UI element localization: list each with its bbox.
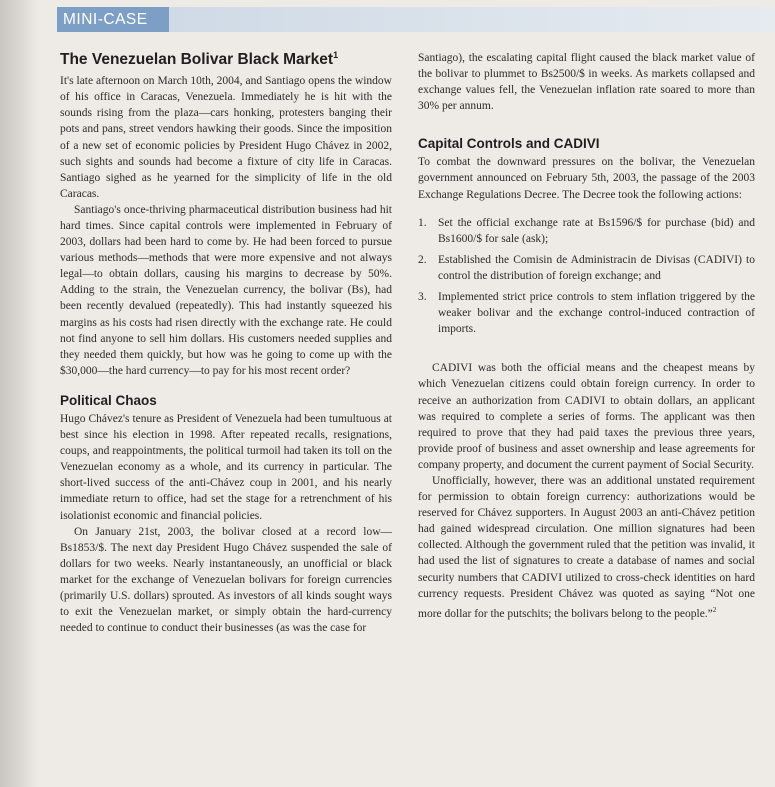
cadivi-paragraph-2	[418, 473, 755, 622]
intro-paragraph-1: It's late afternoon on March 10th, 2004, and Santiago opens the window of his office in Caracas, Venezuela. Immediately he is hit with the sounds rising from the plaza—cars honking, protesters banging their pots and pans, street vendors hawking their goods. Since the imposition of a new set of economic policies by President Hugo Chávez in 2002, such sights and sounds had become a fixture of city life in Caracas. Santiago sighed as he yearned for the simplicity of life in the old Caracas.	[60, 75, 392, 200]
case-title	[60, 50, 392, 69]
banner-rule	[169, 7, 775, 32]
list-item-number: 2.	[418, 253, 427, 266]
title-footnote-marker: 1	[333, 50, 339, 60]
list-item-text: Set the official exchange rate at Bs1596/$ for purchase (bid) and Bs1600/$ for sale (ask);	[438, 216, 755, 245]
intro-paragraph-2: Santiago's once-thriving pharmaceutical distribution business had hit hard times. Since capital controls were implemented in February of 2003, dollars had been hard to come by. He had been forced to pursue various methods—methods that were more expensive and not always legal—to obtain dollars, causing his margins to decrease by 50%. Adding to the strain, the Venezuelan currency, the bolivar (Bs), had been recently devalued (repeatedly). This had instantly squeezed his margins as his costs had risen directly with the exchange rate. He could not find anyone to sell him dollars. His customers needed supplies and they needed them quickly, but how was he going to come up with the $30,000—the hard currency—to pay for his most recent order?	[60, 203, 392, 377]
capital-controls-intro: To combat the downward pressures on the bolivar, the Venezuelan government announced on February 5th, 2003, the passage of the 2003 Exchange Regulations Decree. The Decree took the following actions:	[418, 156, 755, 201]
section-heading-political-chaos: Political Chaos	[60, 392, 157, 408]
list-item-number: 3.	[418, 291, 427, 304]
list-item	[418, 289, 755, 337]
list-item	[418, 215, 755, 247]
right-column	[418, 50, 755, 622]
list-item-number: 1.	[418, 216, 427, 229]
list-item	[418, 252, 755, 284]
left-column	[60, 50, 392, 636]
cadivi-paragraph-2-text: Unofficially, however, there was an additional unstated requirement for permission to obtain foreign currency: authorizations would be reserved for Chávez supporters. In August 2003 an anti-Chávez petition had gained widespread circulation. One million signatures had been collected. Although the government ruled that the petition was invalid, it had used the list of signatures to create a database of names and social security numbers that CADIVI utilized to cross-check identities on hard currency requests. President Chávez was quoted as saying “Not one more dollar for the putschits; the bolivars belong to the people.”	[418, 474, 755, 620]
banner-label: MINI-CASE	[63, 11, 148, 28]
case-title-text: The Venezuelan Bolivar Black Market	[60, 51, 334, 69]
footnote-marker: 2	[712, 605, 717, 614]
page-binding-shadow	[0, 0, 38, 787]
list-item-text: Established the Comisin de Administracin de Divisas (CADIVI) to control the distribution of foreign exchange; and	[438, 253, 755, 282]
list-item-text: Implemented strict price controls to stem inflation triggered by the weaker bolivar and the exchange control-induced contraction of imports.	[438, 291, 755, 336]
mini-case-banner	[57, 7, 169, 32]
cadivi-paragraph-1: CADIVI was both the official means and the cheapest means by which Venezuelan citizens could obtain foreign currency. In order to receive an authorization from CADIVI to obtain dollars, an applicant was required to complete a series of forms. The applicant was then required to prove that they had paid taxes the previous three years, provide proof of business and asset ownership and lease agreements for company property, and document the current payment of Social Security.	[418, 362, 755, 471]
section-heading-capital-controls: Capital Controls and CADIVI	[418, 136, 600, 152]
political-chaos-paragraph-1: Hugo Chávez's tenure as President of Venezuela had been tumultuous at best since his election in 1998. After repeated recalls, resignations, coups, and reappointments, the political turmoil had taken its toll on the Venezuelan economy as a whole, and its currency in particular. The short-lived success of the anti-Chávez coup in 2001, and his nearly immediate return to office, had set the stage for a retrenchment of his isolationist economic and financial policies.	[60, 412, 392, 522]
decree-actions-list	[418, 215, 755, 338]
political-chaos-paragraph-2: On January 21st, 2003, the bolivar closed at a record low—Bs1853/$. The next day President Hugo Chávez suspended the sale of dollars for two weeks. Nearly instantaneously, an unofficial or black market for the exchange of Venezuelan bolivars for foreign currencies (primarily U.S. dollars) sprouted. As investors of all kinds sought ways to exit the Venezuelan market, or simply obtain the hard-currency needed to continue to conduct their businesses (as was the case for	[60, 525, 392, 635]
continuation-paragraph: Santiago), the escalating capital flight caused the black market value of the bolivar to plummet to Bs2500/$ in weeks. As markets collapsed and exchange values fell, the Venezuelan inflation rate soared to more than 30% per annum.	[418, 52, 755, 113]
